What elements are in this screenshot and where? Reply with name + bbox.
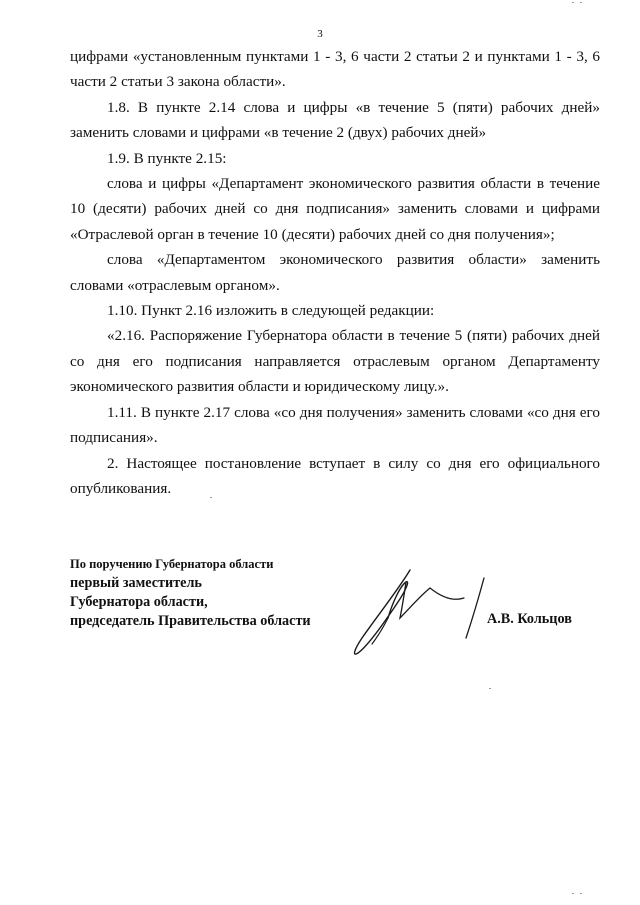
signer-name: А.В. Кольцов [487, 611, 572, 627]
signature-title-line-3: председатель Правительства области [70, 613, 311, 629]
paragraph-2-16-quote: «2.16. Распоряжение Губернатора области в течение 5 (пяти) рабочих дней со дня его подписания направляется отраслевым органом Департаменту экономического развития области и юридическому лицу.». [70, 327, 600, 396]
signature-title-line-1: первый заместитель [70, 575, 202, 591]
paragraph-1-9-a: слова и цифры «Департамент экономического развития области в течение 10 (десяти) рабочих дней со дня подписания» заменить словами и цифрами «Отраслевой орган в течение 10 (десяти) рабочих дней со дня получения»; [70, 175, 600, 243]
signature-title-line-2: Губернатора области, [70, 594, 208, 610]
paragraph-1-8: 1.8. В пункте 2.14 слова и цифры «в течение 5 (пяти) рабочих дней» заменить словами и цифрами «в течение 2 (двух) рабочих дней» [70, 98, 600, 142]
scan-speck [489, 688, 491, 689]
paragraph-1-11: 1.11. В пункте 2.17 слова «со дня получения» заменить словами «со дня его подписания». [70, 403, 600, 447]
paragraph-continuation: цифрами «установленным пунктами 1 - 3, 6 части 2 статьи 2 и пунктами 1 - 3, 6 части 2 статьи 3 закона области». [70, 48, 600, 91]
paragraph-1-9: 1.9. В пункте 2.15: [107, 149, 227, 167]
signature-authority-line: По поручению Губернатора области [70, 557, 274, 571]
scan-speck [580, 893, 582, 894]
paragraph-1-10: 1.10. Пункт 2.16 изложить в следующей редакции: [107, 302, 435, 320]
document-body [70, 44, 600, 501]
paragraph-2: 2. Настоящее постановление вступает в силу со дня его официального опубликования. [70, 454, 600, 497]
scan-speck [580, 2, 582, 3]
page-number: 3 [317, 28, 323, 40]
scan-speck [572, 2, 574, 3]
paragraph-1-9-b: слова «Департаментом экономического развития области» заменить словами «отраслевым органом». [70, 251, 600, 294]
handwritten-signature [348, 560, 498, 665]
scan-speck [210, 497, 212, 498]
scan-speck [572, 893, 574, 894]
